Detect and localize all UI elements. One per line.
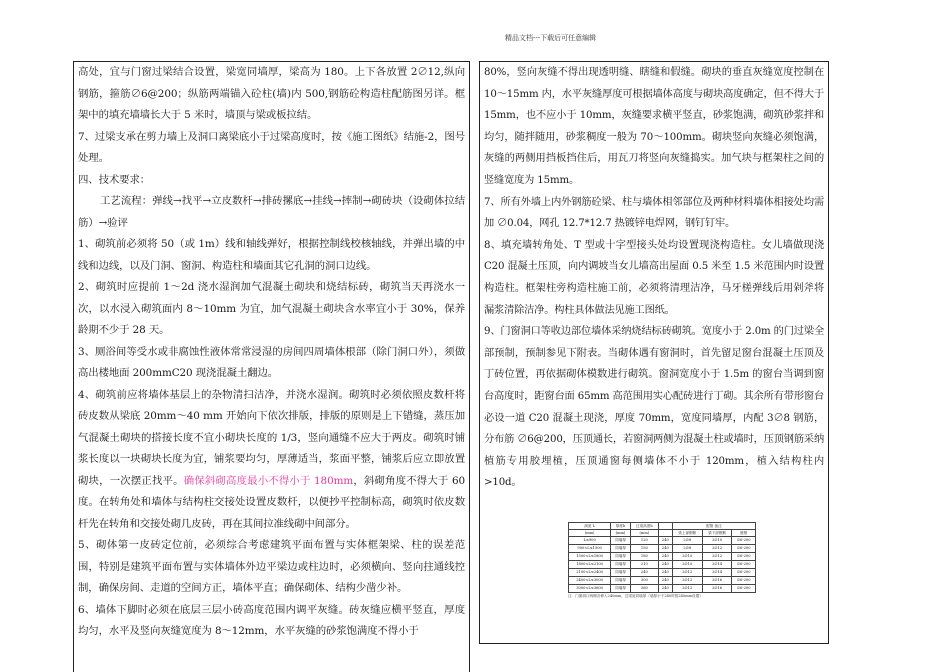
table-cell: 900<L≤1500 [569, 544, 611, 552]
table-row [569, 544, 756, 552]
table-cell: 300 [630, 576, 658, 584]
table-cell: 2∅16 [702, 576, 732, 584]
paragraph-item-7b: 7、所有外墙上内外钢筋砼梁、柱与墙体相邻部位及两种材料墙体相接处均需加 ∅0.04，网孔 12.7*12.7 热镀锌电焊网，钢钉钉牢。 [484, 196, 824, 230]
paragraph-process-flow: 工艺流程：弹线→找平→立皮数杆→排砖摞底→挂线→摔制→砌砖块（设砌体拉结筋）→验评 [78, 195, 465, 229]
th-width: 洞宽 L [569, 522, 611, 529]
table-cell: 同墙厚 [611, 560, 631, 568]
table-cell: 同墙厚 [611, 584, 631, 592]
table-row [569, 584, 756, 592]
table-cell: 同墙厚 [611, 544, 631, 552]
table-cell: 240 [658, 568, 672, 576]
table-cell: 2∅14 [702, 560, 732, 568]
table-row [569, 576, 756, 584]
table-cell: 同墙厚 [611, 552, 631, 560]
lintel-table-wrap [568, 522, 756, 599]
table-cell: 1500<L≤1800 [569, 552, 611, 560]
table-cell: 2∅12 [672, 584, 702, 592]
table-cell: ∅6-200 [732, 576, 756, 584]
table-cell: 同墙厚 [611, 568, 631, 576]
table-row [569, 560, 756, 568]
table-cell: ∅6-200 [732, 536, 756, 544]
lintel-table [568, 522, 756, 593]
table-cell: 1800<L≤2100 [569, 560, 611, 568]
table-cell: 2∅12 [702, 544, 732, 552]
table-cell: 2∅16 [702, 584, 732, 592]
table-row [569, 552, 756, 560]
paragraph-item-7: 7、过梁支承在剪力墙上及洞口离梁底小于过梁高度时，按《施工图纸》结施-2，图号处理。 [78, 130, 465, 164]
paragraph-item-5: 5、砌体第一皮砖定位前，必须综合考虑建筑平面布置与实体框架梁、柱的误差范围，特别是建筑平面布置与实体墙体外边平梁边或柱边时，必须横向、竖向拄通线控制，确保房间、走道的空间方正，墙体平直；确保砌体、结构少凿少补。 [78, 539, 465, 594]
paragraph-lintel: 高处，宜与门窗过梁结合设置，梁宽同墙厚，梁高为 180。上下各放置 2∅12,纵向钢筋，箍筋∅6@200；纵筋两端锚入砼柱(墙)内 500,钢筋砼构造柱配筋图另详。框架中的填充墙墙长大于 5 米时，墙顶与梁或板拉结。 [78, 66, 465, 121]
table-cell: L≤900 [569, 536, 611, 544]
table-cell: 240 [658, 576, 672, 584]
highlight-text: 确保斜砌高度最小不得小于 180mm [183, 474, 354, 487]
paragraph-item-6: 6、墙体下脚时必须在底层三层小砖高度范围内调平灰缝。砖灰缝应横平竖直，厚度均匀，水平及竖向灰缝宽度为 8～12mm，水平灰缝的砂浆饱满度不得小于 [78, 603, 465, 637]
th-rebar: 配筋 备注 [672, 522, 755, 529]
table-cell: ∅6-200 [732, 584, 756, 592]
th-height: 过梁高度h [630, 522, 658, 529]
paragraph-item-8: 8、填充墙转角处、T 型或十字型接头处均设置现浇构造柱。女儿墙做现浇 C20 混凝土压顶，向内调坡当女儿墙高出屋面 0.5 米至 1.5 米范围内时设置构造柱。框架柱旁构造柱施工前，必须将清理洁净，马牙槎弹线后用剁斧将漏浆清除洁净。构柱具体做法见施工图纸。 [484, 239, 824, 316]
table-cell: 2∅10 [672, 560, 702, 568]
table-cell: 240 [658, 536, 672, 544]
table-cell: 180 [630, 552, 658, 560]
table-cell: 240 [658, 560, 672, 568]
th-bottom-rebar: 梁下部钢筋 [702, 529, 732, 536]
table-cell: ∅6-200 [732, 544, 756, 552]
table-cell: 2∅12 [672, 576, 702, 584]
left-page [73, 61, 470, 672]
table-row [569, 536, 756, 544]
th-thickness: 厚度b [611, 522, 631, 529]
paragraph-item-3: 3、厕浴间等受水或非腐蚀性液体常常浸湿的房间四周墙体根部（除门洞口外），须做高出楼地面 200mmC20 现浇混凝土翻边。 [78, 345, 465, 379]
table-cell: 240 [630, 568, 658, 576]
table-cell: 2100<L≤2400 [569, 568, 611, 576]
table-cell: 2∅14 [702, 568, 732, 576]
table-cell: 2∅8 [672, 544, 702, 552]
table-cell: 2∅10 [672, 552, 702, 560]
table-cell: 2400<L≤3000 [569, 576, 611, 584]
table-note: 注：门窗洞口两侧各伸入240mm，过梁宽同墙厚（墙厚小于240时按240mm设置） [568, 593, 703, 598]
th-stirrup: 箍筋 [732, 529, 756, 536]
paragraph-item-1: 1、砌筑前必须将 50（或 1m）线和轴线弹好，根据控制线校核轴线，并弹出墙的中线和边线，以及门洞、窗洞、构造柱和墙面其它孔洞的洞口边线。 [78, 238, 465, 272]
table-cell: 2∅12 [702, 552, 732, 560]
paragraph-item-9: 9、门窗洞口等收边部位墙体采纳烧结标砖砌筑。宽度小于 2.0m 的门过梁全部预制，预制参见下附表。当砌体遇有窗洞时，首先留足窗台混凝土压顶及丁砖位置，再依据砌体模数进行砌筑。窗洞宽度小于 1.5m 的窗台当调到窗台高度时，距窗台面 65mm 高范围用实心配砖进行丁砌。其余所有带形窗台必设一道 C20 混凝土现浇，厚度 70mm，宽度同墙厚，内配 3∅8 钢筋，分布筋 ∅6@200，压顶通长，若窗洞两侧为混凝土柱或墙时，压顶钢筋采纳植筋专用胶埋植，压顶通窗每侧墙体不小于 120mm，植入结构柱内 >10d。 [484, 326, 824, 489]
th-h [658, 522, 672, 529]
table-cell: ∅6-200 [732, 560, 756, 568]
th-top-rebar: 梁上部钢筋 [672, 529, 702, 536]
th-unit-1: (mm) [569, 529, 611, 536]
table-cell: 2∅12 [672, 568, 702, 576]
th-unit-4 [658, 529, 672, 536]
table-cell: 同墙厚 [611, 536, 631, 544]
right-page [479, 61, 829, 644]
table-row [569, 568, 756, 576]
paragraph-item-4 [74, 385, 469, 536]
page-header: 精品文档---下载后可任意编辑 [505, 34, 597, 42]
table-cell: ∅6-200 [732, 568, 756, 576]
section-heading: 四、技术要求： [78, 173, 151, 186]
table-cell: 2∅8 [672, 536, 702, 544]
table-cell: ∅6-200 [732, 552, 756, 560]
th-unit-3: (mm) [630, 529, 658, 536]
th-unit-2: (mm) [611, 529, 631, 536]
table-cell: 同墙厚 [611, 576, 631, 584]
table-cell: 360 [630, 584, 658, 592]
table-cell: 240 [658, 544, 672, 552]
table-cell: 120 [630, 536, 658, 544]
item-4-text-cont: ，斜砌角度不得大于 60 度。在转角处和墙体与结构柱交接处设置皮数杆，以便抄平控制标高，砌筑时依皮数杆先在转角和交接处砌几皮砖，再在其间拉准线砌中间部分。 [78, 474, 466, 530]
table-cell: 150 [630, 544, 658, 552]
table-cell: 2∅10 [702, 536, 732, 544]
item-4-text: 4、砌筑前应将墙体基层上的杂物清扫洁净，并浇水湿润。砌筑时必须依照皮数杆将砖皮数从梁底 20mm～40 mm 开始向下依次排版，排版的原则是上下错缝，蒸压加气混凝土砌块的搭接长度不宜小砌块长度的 1/3，竖向通缝不应大于两皮。砌筑时铺浆长度以一块砌块长度为宜，铺浆要均匀，厚薄适当，浆面平整，铺浆后应立即放置砌块，一次摆正找平。 [78, 388, 465, 487]
table-cell: 210 [630, 560, 658, 568]
table-cell: 240 [658, 584, 672, 592]
table-cell: 240 [658, 552, 672, 560]
paragraph-item-2: 2、砌筑时应提前 1～2d 浇水湿润加气混凝土砌块和烧结标砖，砌筑当天再浇水一次，以水浸入砌筑面内 8～10mm 为宜，加气混凝土砌块含水率宜小于 30%，保养龄期不少于 28 天。 [78, 281, 465, 336]
paragraph-mortar: 80%，竖向灰缝不得出现透明缝、瞎缝和假缝。砌块的垂直灰缝宽度控制在 10～15mm 内，水平灰缝厚度可根据墙体高度与砌块高度确定，但不得大于 15mm，也不应小于 10mm，灰缝要求横平竖直，砂浆饱满，砌筑砂浆拌和均匀，随拌随用，砂浆稠度一般为 70～100mm。砌块竖向灰缝必须饱满，灰缝的两侧用挡板挡住后，用瓦刀将竖向灰缝捣实。加气块与框架柱之间的竖缝宽度为 15mm。 [484, 67, 824, 186]
table-cell: 3000<L≤3600 [569, 584, 611, 592]
